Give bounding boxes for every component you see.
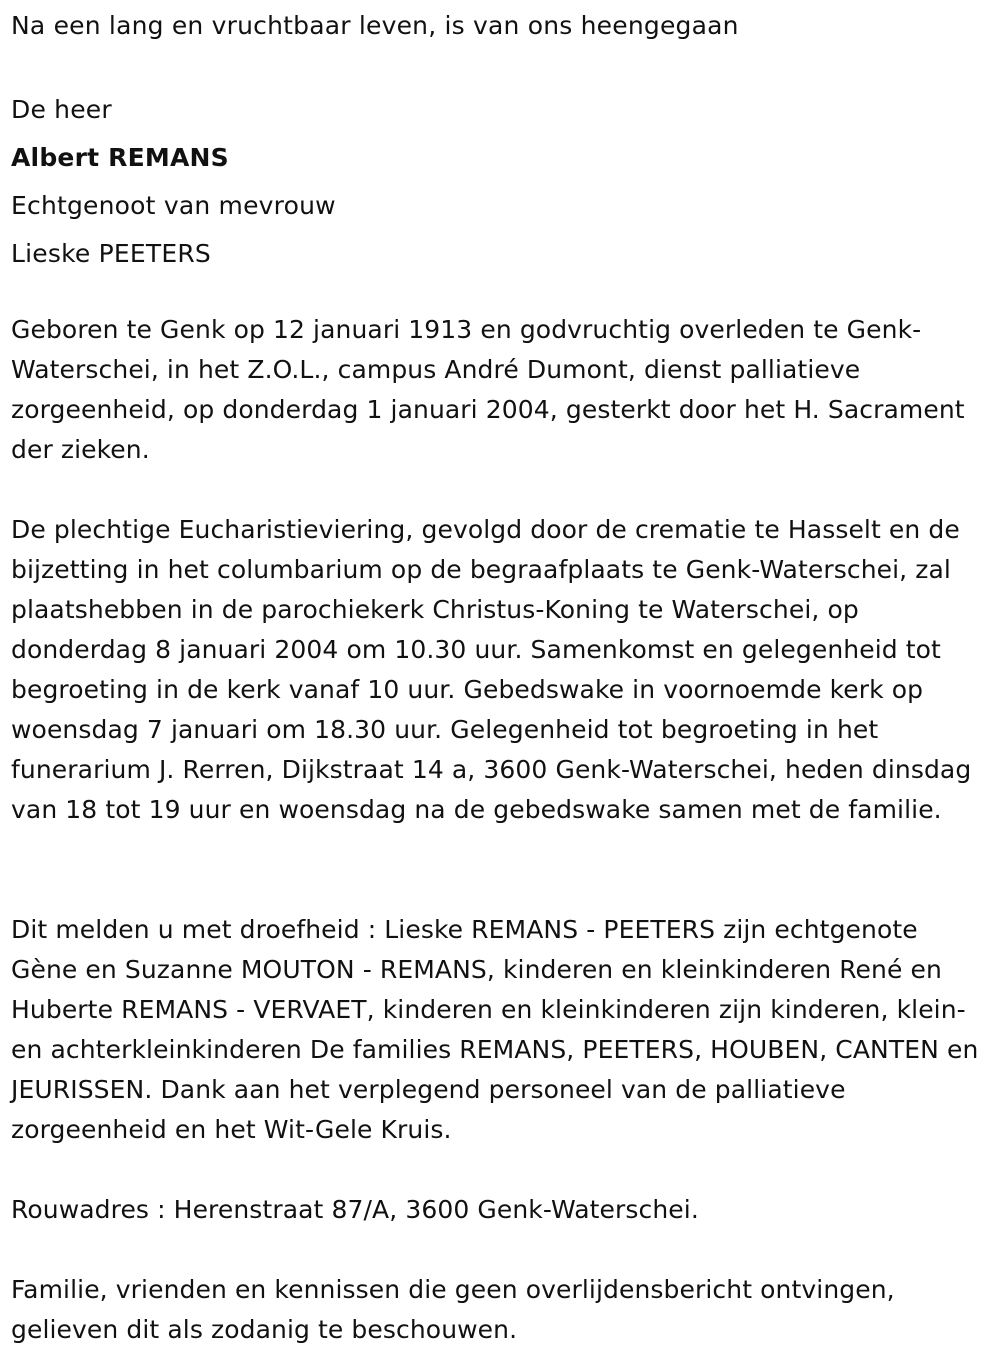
spouse-name: Lieske PEETERS (11, 239, 211, 268)
relation-line: Echtgenoot van mevrouw (11, 191, 336, 220)
family-paragraph: Dit melden u met droefheid : Lieske REMANS - PEETERS zijn echtgenote Gène en Suzanne MOUTON - REMANS, kinderen en kleinkinderen René en Huberte REMANS - VERVAET, kinderen en kleinkinderen zijn kinderen, klein- en achterkleinkinderen De families REMANS, PEETERS, HOUBEN, CANTEN en JEURISSEN. Dank aan het verplegend personeel van de palliatieve zorgeenheid en het Wit-Gele Kruis. (11, 915, 979, 1144)
ceremony-paragraph: De plechtige Eucharistieviering, gevolgd door de crematie te Hasselt en de bijzetting in het columbarium op de begraafplaats te Genk-Waterschei, zal plaatshebben in de parochiekerk Christus-Koning te Waterschei, op donderdag 8 januari 2004 om 10.30 uur. Samenkomst en gelegenheid tot begroeting in de kerk vanaf 10 uur. Gebedswake in voornoemde kerk op woensdag 7 januari om 18.30 uur. Gelegenheid tot begroeting in het funerarium J. Rerren, Dijkstraat 14 a, 3600 Genk-Waterschei, heden dinsdag van 18 tot 19 uur en woensdag na de gebedswake samen met de familie. (11, 515, 972, 824)
deceased-name: Albert REMANS (11, 143, 229, 172)
closing-paragraph: Familie, vrienden en kennissen die geen overlijdensbericht ontvingen, gelieven dit als zodanig te beschouwen. (11, 1275, 895, 1344)
birth-death-paragraph: Geboren te Genk op 12 januari 1913 en godvruchtig overleden te Genk-Waterschei, in het Z.O.L., campus André Dumont, dienst palliatieve zorgeenheid, op donderdag 1 januari 2004, gesterkt door het H. Sacrament der zieken. (11, 315, 965, 464)
deceased-heading (11, 86, 336, 278)
honorific: De heer (11, 95, 112, 124)
intro-line: Na een lang en vruchtbaar leven, is van ons heengegaan (11, 11, 739, 40)
address-paragraph: Rouwadres : Herenstraat 87/A, 3600 Genk-Waterschei. (11, 1195, 699, 1224)
